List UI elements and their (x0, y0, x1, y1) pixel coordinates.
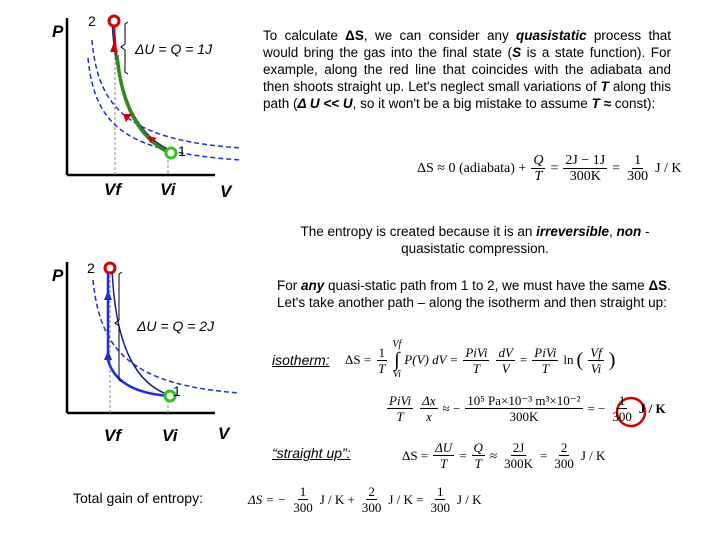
plot1-v-label: V (220, 182, 232, 201)
equation-total: ΔS = − $\frac{1}{300}$ J / K + $\frac{2}{300}$ J / K = $\frac{1}{300}$ J / K (248, 484, 482, 515)
explanation-paragraph-1: To calculate ΔS, we can consider any quasistatic process that would bring the gas into the final state (S is a state function). For example, along the red line that coincides with the adiabata and then shoots straight up. Let's neglect small variations of T along this path (Δ U << U, so it won't be a big mistake to assume T ≈ const): (263, 28, 671, 111)
plot2-p-label: P (52, 266, 64, 285)
explanation-paragraph-2: The entropy is created because it is an irreversible, non -quasistatic compression. (300, 224, 650, 256)
isotherm-label: isotherm: (272, 352, 330, 368)
equation-isotherm: ΔS = $\frac{1}{T}$ Vf ∫ Vi P(V) dV = $\frac{\text{PiVi}}{T}$ $\frac{dV}{V}$ = $\frac{\text{PiVi}}{T}$ ln ( $\frac{Vf}{Vi}$ ) (345, 339, 616, 380)
plot1-p-label: P (52, 22, 64, 41)
straight-up-label: “straight up”: (272, 445, 351, 461)
plot2-du-label: ΔU = Q = 2J (137, 318, 215, 334)
plot1-state1-marker (166, 148, 176, 158)
plot1-state1-label: 1 (178, 143, 186, 159)
plot1-vi-label: Vi (160, 180, 176, 199)
plot1-du-label: ΔU = Q = 1J (135, 41, 213, 57)
equation-adiabata: ΔS ≈ 0 (adiabata) + $\frac{Q}{T}$ = $\frac{2J - 1J}{300K}$ = $\frac{1}{300}$ J / K (417, 153, 682, 184)
plot2-state2-label: 2 (87, 260, 95, 276)
plot1-vf-label: Vf (104, 180, 121, 199)
plot2-vi-label: Vi (162, 426, 178, 445)
total-gain-label: Total gain of entropy: (73, 490, 203, 506)
plot2-v-label: V (218, 424, 230, 443)
plot2-vf-label: Vf (104, 426, 121, 445)
plot1-state2-label: 2 (88, 13, 96, 29)
plot2-state1-label: 1 (173, 383, 181, 399)
explanation-paragraph-3: For any quasi-static path from 1 to 2, we must have the same ΔS. Let's take another path – along the isotherm and then straight up: (277, 278, 671, 310)
equation-straight-up: ΔS = $\frac{\Delta U}{T}$ = $\frac{Q}{T}$ ≈ $\frac{2J}{300K}$ = $\frac{2}{300}$ J / K (402, 440, 606, 471)
plot1-isotherm-lower (88, 58, 240, 160)
plot1-state2-marker (109, 16, 119, 26)
plot1-brace (121, 22, 128, 74)
plot1-arrow-up (110, 42, 118, 52)
equation-isotherm-approx: $\frac{\text{PiVi}}{T}$ $\frac{\Delta x}{x}$ ≈ − $\frac{\text{10⁵ Pa×10⁻³ m³×10⁻²}}{300K}$ = − $\frac{1}{300}$ J / K (389, 393, 666, 424)
plot2-brace (115, 272, 122, 382)
plot2-state2-marker (105, 263, 115, 273)
plot2-arrow-mid (104, 350, 112, 360)
plot2-arrow-up (104, 290, 112, 300)
